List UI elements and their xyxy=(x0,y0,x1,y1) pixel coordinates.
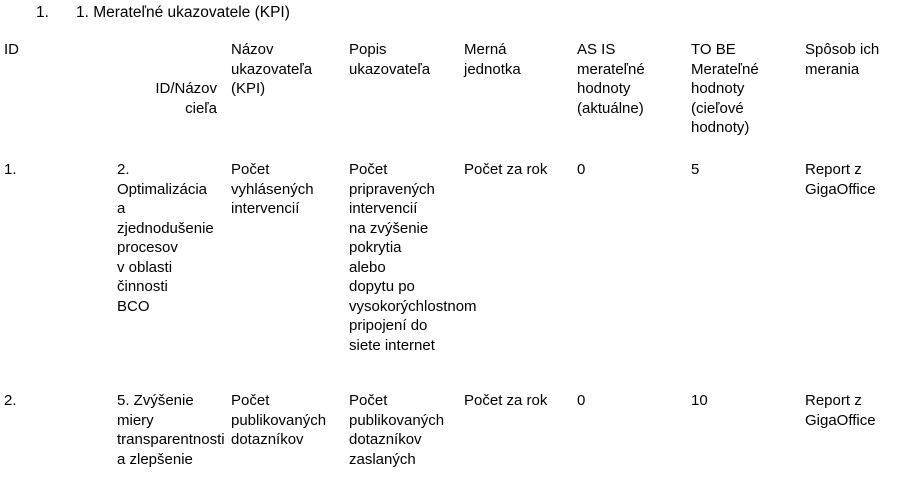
row-id: 1. xyxy=(4,161,17,178)
row-kpi-description: Počet pripravených intervencií na zvýšenie pokrytia alebo dopytu po vysokorýchlostnom pripojení do siete internet xyxy=(349,161,477,354)
header-kpi-name: Názov ukazovateľa (KPI) xyxy=(231,41,313,97)
header-kpi-description: Popis ukazovateľa xyxy=(349,41,431,78)
row-kpi-name: Počet publikovaných dotazníkov xyxy=(231,392,327,448)
row-measurement: Report z GigaOffice xyxy=(805,392,876,429)
header-as-is: AS IS merateľné hodnoty (aktuálne) xyxy=(577,41,645,117)
row-kpi-description: Počet publikovaných dotazníkov zaslaných xyxy=(349,392,445,468)
row-unit: Počet za rok xyxy=(464,161,548,178)
row-goal: 2. Optimalizácia a zjednodušenie procesov v oblasti činnosti BCO xyxy=(117,161,214,315)
header-goal: ID/Názov cieľa xyxy=(155,80,217,117)
row-measurement: Report z GigaOffice xyxy=(805,161,876,198)
row-to-be: 5 xyxy=(691,161,700,178)
header-id: ID xyxy=(4,41,19,58)
list-number: 1. xyxy=(36,4,49,21)
section-title: 1. Merateľné ukazovatele (KPI) xyxy=(76,4,290,21)
section-heading xyxy=(36,4,290,22)
row-id: 2. xyxy=(4,392,17,409)
header-to-be: TO BE Merateľné hodnoty (cieľové hodnoty) xyxy=(691,41,759,136)
row-unit: Počet za rok xyxy=(464,392,548,409)
header-unit: Merná jednotka xyxy=(464,41,521,78)
row-goal: 5. Zvýšenie miery transparentnosti a zlepšenie xyxy=(117,392,225,468)
row-as-is: 0 xyxy=(577,392,586,409)
row-to-be: 10 xyxy=(691,392,708,409)
row-as-is: 0 xyxy=(577,161,586,178)
header-measurement: Spôsob ich merania xyxy=(805,41,880,78)
row-kpi-name: Počet vyhlásených intervencií xyxy=(231,161,314,217)
